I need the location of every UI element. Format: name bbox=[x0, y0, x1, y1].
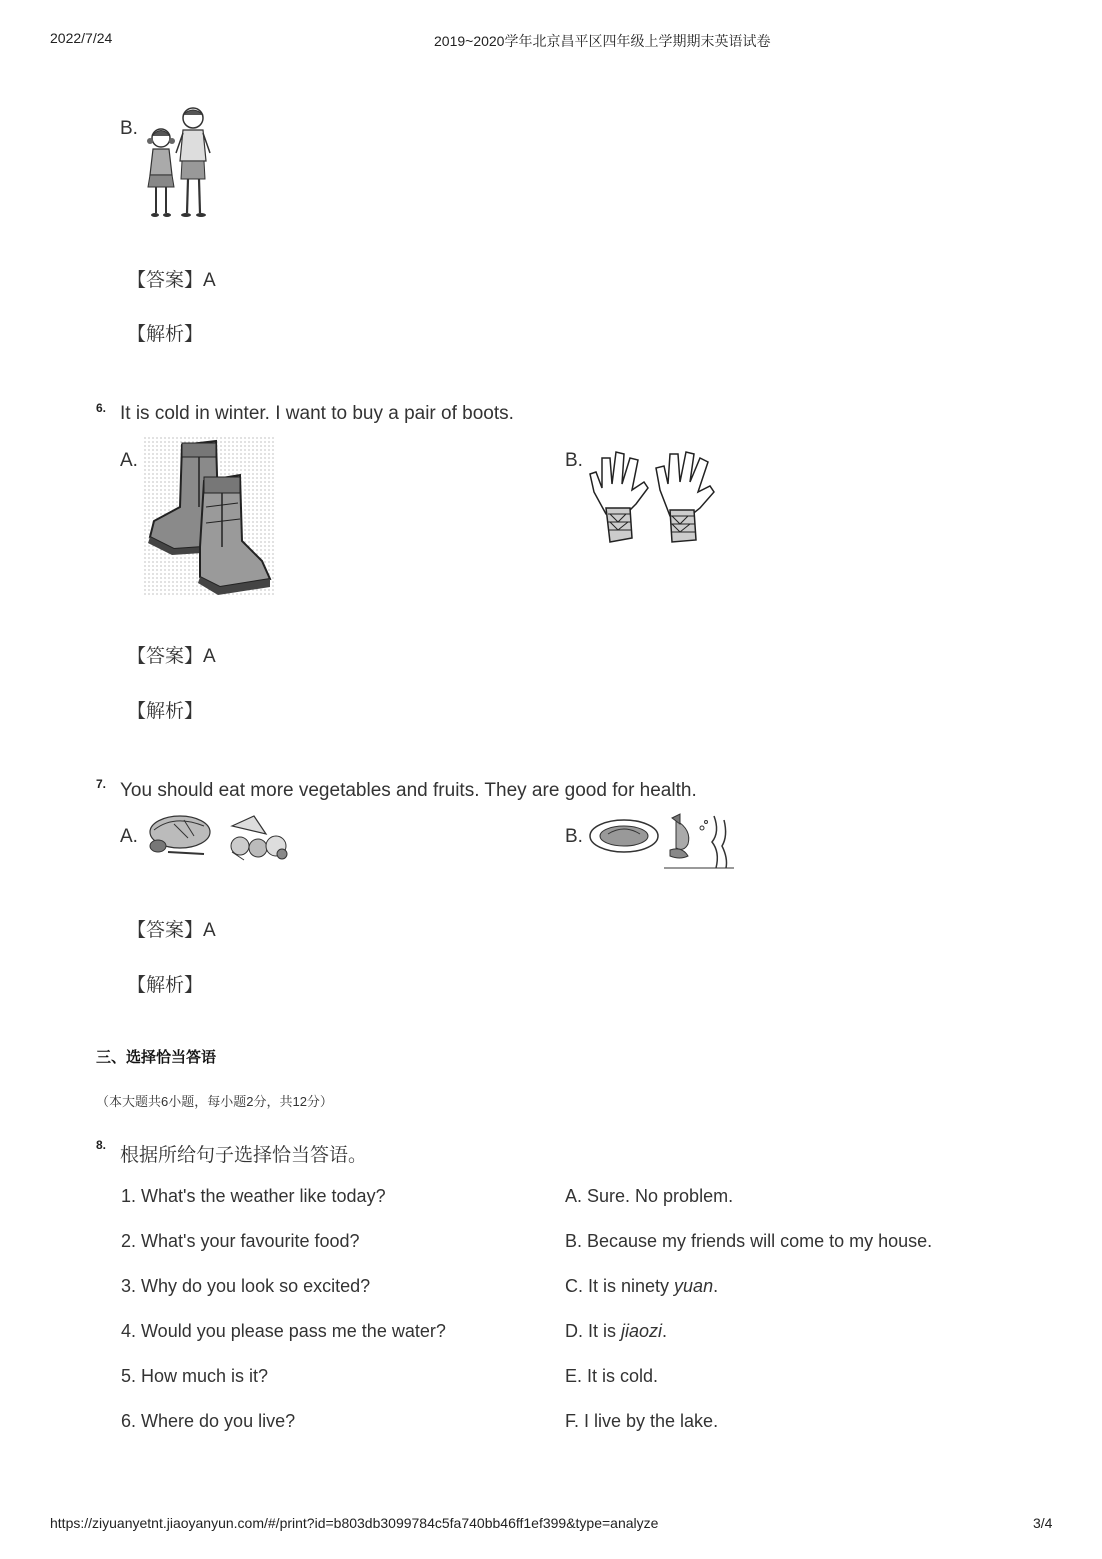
section-note: （本大题共6小题，每小题2分，共12分） bbox=[96, 1094, 333, 1109]
q7-meat-fish-image bbox=[588, 810, 738, 872]
page-url[interactable]: https://ziyuanyetnt.jiaoyanyun.com/#/print?id=b803db3099784c5fa740bb46ff1ef399&type=analyze bbox=[50, 1515, 659, 1531]
answer-italic-term: yuan bbox=[674, 1276, 714, 1296]
q6-option-b-label: B. bbox=[565, 450, 583, 471]
q7-text: You should eat more vegetables and fruits. They are good for health. bbox=[120, 780, 697, 801]
q5-answer: 【答案】A bbox=[127, 270, 216, 291]
answer-text: C. It is ninety bbox=[565, 1276, 675, 1296]
answer-text: . bbox=[662, 1321, 668, 1341]
print-date: 2022/7/24 bbox=[50, 30, 113, 46]
q8-answer-option: A. Sure. No problem. bbox=[565, 1186, 734, 1206]
q8-number: 8. bbox=[96, 1138, 107, 1152]
q8-question: 6. Where do you live? bbox=[121, 1411, 296, 1431]
q6-analysis: 【解析】 bbox=[127, 701, 204, 722]
page-number: 3/4 bbox=[1033, 1515, 1053, 1531]
q8-answer-option: F. I live by the lake. bbox=[565, 1411, 719, 1431]
q6-text: It is cold in winter. I want to buy a pair of boots. bbox=[120, 403, 514, 424]
q8-question: 1. What's the weather like today? bbox=[121, 1186, 386, 1206]
document-title: 2019~2020学年北京昌平区四年级上学期期末英语试卷 bbox=[434, 33, 771, 49]
q5-option-b-label: B. bbox=[120, 118, 138, 139]
q7-number: 7. bbox=[96, 777, 107, 791]
q5-option-b-image bbox=[140, 103, 220, 221]
q7-option-b-label: B. bbox=[565, 826, 583, 847]
section-title: 三、选择恰当答语 bbox=[96, 1049, 217, 1066]
q6-gloves-image bbox=[588, 448, 716, 544]
q5-analysis: 【解析】 bbox=[127, 324, 204, 345]
q8-question: 3. Why do you look so excited? bbox=[121, 1276, 371, 1296]
q7-answer: 【答案】A bbox=[127, 920, 216, 941]
q8-answer-option bbox=[565, 1321, 667, 1342]
q8-question: 4. Would you please pass me the water? bbox=[121, 1321, 446, 1341]
q6-number: 6. bbox=[96, 401, 107, 415]
answer-text: D. It is bbox=[565, 1321, 622, 1341]
q7-vegetables-fruits-image bbox=[144, 810, 294, 866]
q8-question: 2. What's your favourite food? bbox=[121, 1231, 360, 1251]
q6-boots-image bbox=[144, 437, 276, 597]
q8-answer-option: E. It is cold. bbox=[565, 1366, 659, 1386]
q7-option-a-label: A. bbox=[120, 826, 138, 847]
q6-answer: 【答案】A bbox=[127, 646, 216, 667]
q7-analysis: 【解析】 bbox=[127, 975, 204, 996]
q8-question: 5. How much is it? bbox=[121, 1366, 269, 1386]
q8-answer-option: B. Because my friends will come to my house. bbox=[565, 1231, 933, 1251]
q8-text: 根据所给句子选择恰当答语。 bbox=[120, 1145, 368, 1166]
q8-answer-option bbox=[565, 1276, 718, 1297]
answer-text: . bbox=[713, 1276, 719, 1296]
q6-option-a-label: A. bbox=[120, 450, 138, 471]
answer-italic-term: jiaozi bbox=[621, 1321, 663, 1341]
